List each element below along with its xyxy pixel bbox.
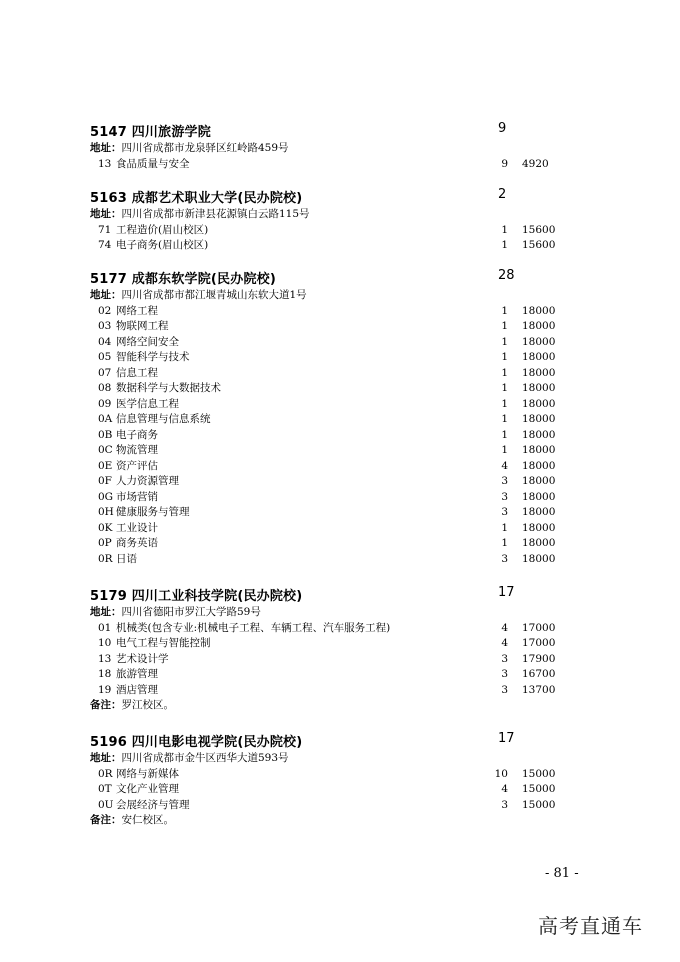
major-name: 人力资源管理 <box>116 475 179 487</box>
major-code: 0E <box>98 459 113 472</box>
major-code: 13 <box>98 157 112 170</box>
major-name: 日语 <box>116 552 137 565</box>
page-number: - 81 - <box>545 866 579 881</box>
major-row <box>90 621 610 637</box>
major-count: 4 <box>501 459 508 472</box>
major-name: 健康服务与管理 <box>116 506 190 518</box>
major-count: 1 <box>501 335 508 348</box>
school-block <box>90 585 610 714</box>
major-name: 数据科学与大数据技术 <box>116 382 221 394</box>
school-code: 5163 <box>90 191 127 206</box>
school-total: 28 <box>498 268 515 283</box>
address-text: 四川省成都市龙泉驿区红岭路459号 <box>121 142 289 154</box>
major-count: 1 <box>501 239 508 251</box>
address-text: 四川省成都市金牛区西华大道593号 <box>121 752 289 764</box>
school-block <box>90 121 610 172</box>
major-fee: 18000 <box>522 351 556 363</box>
address-label: 地址： <box>90 208 122 220</box>
major-fee: 17000 <box>522 621 556 634</box>
major-code: 0P <box>98 537 112 549</box>
note-label: 备注： <box>90 814 122 826</box>
major-name: 医学信息工程 <box>116 397 179 410</box>
school-name: 成都东软学院(民办院校) <box>131 272 277 287</box>
school-name: 成都艺术职业大学(民办院校) <box>131 191 303 206</box>
major-row <box>90 521 610 537</box>
major-name: 信息工程 <box>116 366 158 379</box>
major-name: 物联网工程 <box>116 320 169 332</box>
major-count: 1 <box>501 521 508 534</box>
school-header <box>90 731 610 751</box>
major-code: 05 <box>98 351 112 363</box>
major-name: 网络工程 <box>116 304 158 317</box>
major-row <box>90 490 610 506</box>
major-fee: 18000 <box>522 320 556 332</box>
major-count: 1 <box>501 413 508 425</box>
school-header <box>90 585 610 605</box>
address-label: 地址： <box>90 606 122 618</box>
major-fee: 18000 <box>522 475 556 487</box>
major-name: 机械类(包含专业:机械电子工程、车辆工程、汽车服务工程) <box>116 621 391 634</box>
major-count: 3 <box>501 475 508 487</box>
major-count: 3 <box>501 490 508 503</box>
school-name: 四川旅游学院 <box>131 125 211 140</box>
note-text: 罗江校区。 <box>121 699 174 711</box>
major-code: 0T <box>98 783 112 795</box>
major-count: 3 <box>501 798 508 811</box>
school-name: 四川工业科技学院(民办院校) <box>131 589 303 604</box>
major-count: 4 <box>501 783 508 795</box>
major-count: 1 <box>501 366 508 379</box>
major-code: 03 <box>98 320 112 332</box>
major-row <box>90 683 610 699</box>
major-fee: 18000 <box>522 397 556 410</box>
major-code: 19 <box>98 683 112 696</box>
major-name: 信息管理与信息系统 <box>116 413 211 425</box>
major-count: 1 <box>501 223 508 236</box>
major-fee: 15000 <box>522 783 556 795</box>
major-fee: 18000 <box>522 552 556 565</box>
major-row <box>90 412 610 428</box>
school-note <box>90 698 610 714</box>
school-block <box>90 187 610 254</box>
major-code: 18 <box>98 668 112 680</box>
school-header <box>90 268 610 288</box>
major-code: 74 <box>98 239 112 251</box>
major-fee: 15000 <box>522 798 556 811</box>
major-count: 4 <box>501 637 508 649</box>
major-name: 工程造价(眉山校区) <box>116 223 209 236</box>
school-code: 5177 <box>90 272 127 287</box>
school-title <box>90 268 276 287</box>
major-name: 食品质量与安全 <box>116 157 190 170</box>
major-row <box>90 319 610 335</box>
major-count: 3 <box>501 552 508 565</box>
school-code: 5196 <box>90 735 127 750</box>
major-row <box>90 782 610 798</box>
major-name: 电子商务(眉山校区) <box>116 239 209 251</box>
major-count: 3 <box>501 668 508 680</box>
major-code: 07 <box>98 366 112 379</box>
major-fee: 18000 <box>522 506 556 518</box>
major-code: 0R <box>98 552 113 565</box>
major-name: 会展经济与管理 <box>116 798 190 811</box>
watermark-text: 高考直通车 <box>538 914 643 938</box>
major-row <box>90 536 610 552</box>
major-name: 市场营销 <box>116 490 158 503</box>
major-count: 3 <box>501 652 508 665</box>
major-row <box>90 428 610 444</box>
school-header <box>90 121 610 141</box>
major-code: 0G <box>98 490 114 503</box>
school-block <box>90 268 610 567</box>
major-row <box>90 397 610 413</box>
major-fee: 17900 <box>522 652 556 665</box>
school-address <box>90 751 610 767</box>
major-code: 13 <box>98 652 112 665</box>
major-count: 4 <box>501 621 508 634</box>
major-name: 网络空间安全 <box>116 335 179 348</box>
major-count: 1 <box>501 304 508 317</box>
major-code: 0C <box>98 444 113 456</box>
major-name: 酒店管理 <box>116 683 158 696</box>
major-fee: 17000 <box>522 637 556 649</box>
major-count: 3 <box>501 506 508 518</box>
major-fee: 18000 <box>522 490 556 503</box>
address-label: 地址： <box>90 289 122 301</box>
major-fee: 18000 <box>522 382 556 394</box>
address-text: 四川省成都市都江堰青城山东软大道1号 <box>121 289 307 301</box>
major-fee: 16700 <box>522 668 556 680</box>
major-code: 0B <box>98 428 113 441</box>
major-code: 0F <box>98 475 112 487</box>
major-row <box>90 350 610 366</box>
major-row <box>90 767 610 783</box>
address-label: 地址： <box>90 752 122 764</box>
school-code: 5147 <box>90 125 127 140</box>
major-code: 0A <box>98 413 113 425</box>
school-title <box>90 187 302 206</box>
major-code: 08 <box>98 382 112 394</box>
major-count: 1 <box>501 444 508 456</box>
major-fee: 18000 <box>522 335 556 348</box>
major-count: 1 <box>501 537 508 549</box>
major-count: 1 <box>501 428 508 441</box>
school-code: 5179 <box>90 589 127 604</box>
major-row <box>90 335 610 351</box>
major-name: 物流管理 <box>116 444 158 456</box>
major-fee: 18000 <box>522 304 556 317</box>
major-fee: 18000 <box>522 444 556 456</box>
major-count: 1 <box>501 351 508 363</box>
major-fee: 18000 <box>522 366 556 379</box>
major-row <box>90 238 610 254</box>
school-address <box>90 288 610 304</box>
school-address <box>90 605 610 621</box>
major-row <box>90 798 610 814</box>
major-code: 01 <box>98 621 112 634</box>
major-fee: 15600 <box>522 223 556 236</box>
school-address <box>90 141 610 157</box>
major-fee: 18000 <box>522 413 556 425</box>
major-row <box>90 667 610 683</box>
school-title <box>90 731 302 750</box>
major-name: 商务英语 <box>116 537 158 549</box>
major-name: 网络与新媒体 <box>116 767 179 780</box>
major-fee: 18000 <box>522 537 556 549</box>
major-fee: 18000 <box>522 428 556 441</box>
major-row <box>90 381 610 397</box>
major-fee: 13700 <box>522 683 556 696</box>
major-fee: 15000 <box>522 767 556 780</box>
major-count: 1 <box>501 320 508 332</box>
major-code: 10 <box>98 637 112 649</box>
school-title <box>90 585 302 604</box>
address-label: 地址： <box>90 142 122 154</box>
note-label: 备注： <box>90 699 122 711</box>
major-count: 1 <box>501 382 508 394</box>
major-row <box>90 636 610 652</box>
major-row <box>90 443 610 459</box>
major-row <box>90 652 610 668</box>
major-row <box>90 304 610 320</box>
school-address <box>90 207 610 223</box>
major-fee: 4920 <box>522 157 549 170</box>
address-text: 四川省德阳市罗江大学路59号 <box>121 606 261 618</box>
major-row <box>90 459 610 475</box>
major-row <box>90 223 610 239</box>
major-code: 71 <box>98 223 112 236</box>
school-header <box>90 187 610 207</box>
major-fee: 18000 <box>522 459 556 472</box>
major-code: 04 <box>98 335 112 348</box>
major-name: 艺术设计学 <box>116 652 169 665</box>
major-name: 旅游管理 <box>116 668 158 680</box>
address-text: 四川省成都市新津县花源镇白云路115号 <box>121 208 310 220</box>
school-total: 17 <box>498 731 515 746</box>
school-total: 2 <box>498 187 507 202</box>
school-total: 17 <box>498 585 515 600</box>
note-text: 安仁校区。 <box>121 814 174 826</box>
major-count: 10 <box>494 767 508 780</box>
major-row <box>90 505 610 521</box>
major-code: 0R <box>98 767 113 780</box>
major-code: 0K <box>98 521 113 534</box>
school-name: 四川电影电视学院(民办院校) <box>131 735 303 750</box>
major-row <box>90 474 610 490</box>
major-count: 9 <box>501 157 508 170</box>
major-fee: 15600 <box>522 239 556 251</box>
major-name: 文化产业管理 <box>116 783 179 795</box>
major-name: 工业设计 <box>116 521 158 534</box>
major-row <box>90 366 610 382</box>
school-total: 9 <box>498 121 507 136</box>
major-row <box>90 157 610 173</box>
major-row <box>90 552 610 568</box>
major-code: 0H <box>98 506 114 518</box>
major-name: 电气工程与智能控制 <box>116 637 211 649</box>
major-name: 电子商务 <box>116 428 158 441</box>
major-count: 1 <box>501 397 508 410</box>
school-note <box>90 813 610 829</box>
major-name: 智能科学与技术 <box>116 351 190 363</box>
major-code: 02 <box>98 304 112 317</box>
major-code: 09 <box>98 397 112 410</box>
school-title <box>90 121 211 140</box>
school-block <box>90 731 610 829</box>
major-name: 资产评估 <box>116 459 158 472</box>
major-count: 3 <box>501 683 508 696</box>
major-code: 0U <box>98 798 114 811</box>
major-fee: 18000 <box>522 521 556 534</box>
